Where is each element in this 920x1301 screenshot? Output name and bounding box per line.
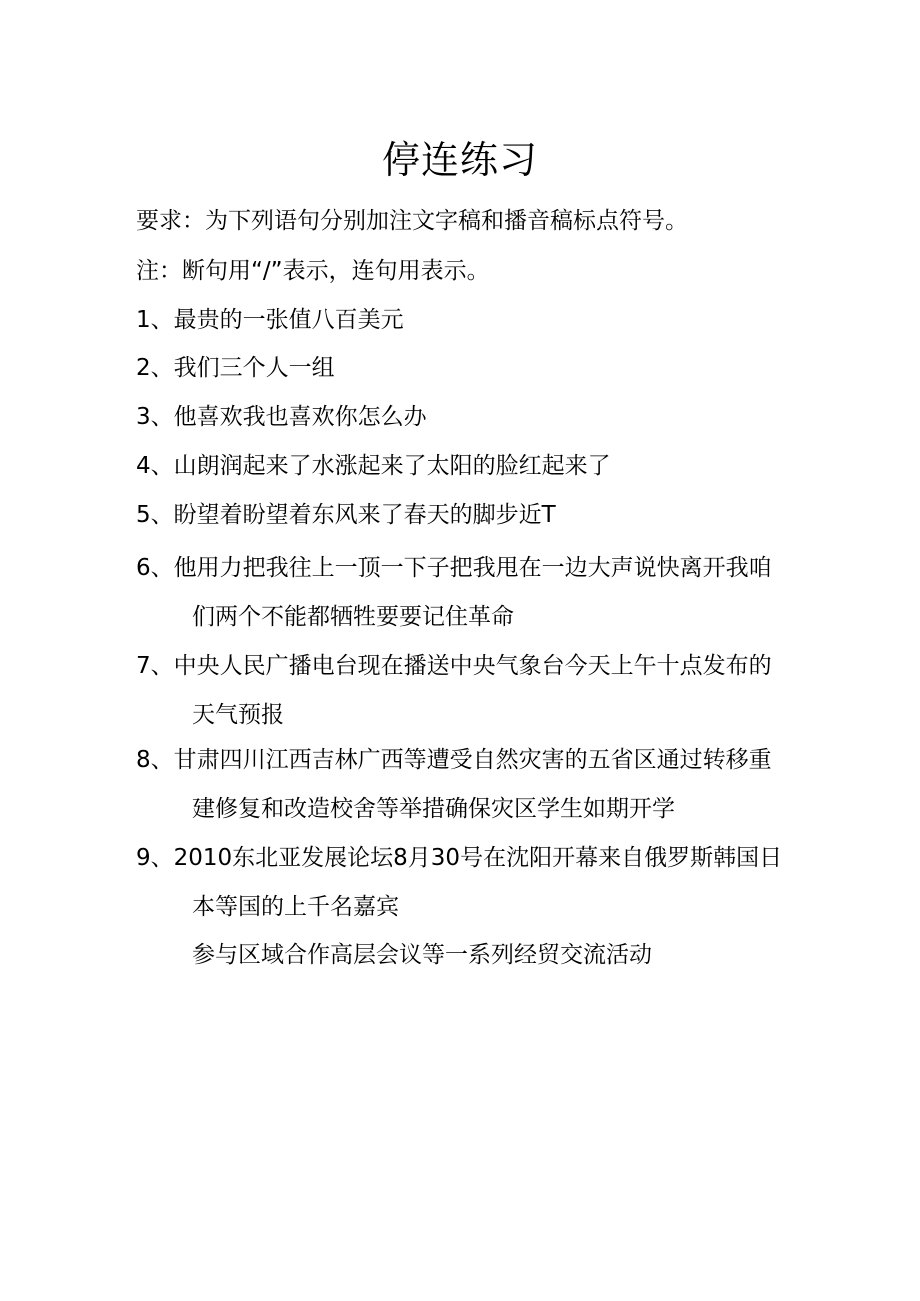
exercise-item-8-continued: 建修复和改造校舍等举措确保灾区学生如期开学	[192, 796, 675, 822]
exercise-item-5: 5、盼望着盼望着东风来了春天的脚步近T	[136, 502, 556, 528]
requirement-text: 要求：为下列语句分别加注文字稿和播音稿标点符号。	[136, 208, 688, 234]
exercise-item-2: 2、我们三个人一组	[136, 355, 335, 381]
exercise-item-1: 1、最贵的一张值八百美元	[136, 307, 404, 333]
exercise-item-9-continued-2: 参与区域合作高层会议等一系列经贸交流活动	[192, 942, 652, 968]
page-title: 停连练习	[381, 138, 538, 182]
exercise-item-9-continued: 本等国的上千名嘉宾	[192, 894, 399, 920]
note-text: 注：断句用“/”表示，连句用表示。	[136, 258, 490, 284]
exercise-item-8: 8、甘肃四川江西吉林广西等遭受自然灾害的五省区通过转移重	[136, 747, 772, 773]
exercise-item-7-continued: 天气预报	[192, 702, 284, 728]
exercise-item-7: 7、中央人民广播电台现在播送中央气象台今天上午十点发布的	[136, 653, 772, 679]
exercise-item-4: 4、山朗润起来了水涨起来了太阳的脸红起来了	[136, 453, 611, 479]
exercise-item-3: 3、他喜欢我也喜欢你怎么办	[136, 404, 427, 430]
exercise-item-6: 6、他用力把我往上一顶一下子把我甩在一边大声说快离开我咱	[136, 555, 772, 581]
exercise-item-6-continued: 们两个不能都牺牲要要记住革命	[192, 604, 514, 630]
exercise-item-9: 9、2010东北亚发展论坛8月30号在沈阳开幕来自俄罗斯韩国日	[136, 845, 783, 871]
